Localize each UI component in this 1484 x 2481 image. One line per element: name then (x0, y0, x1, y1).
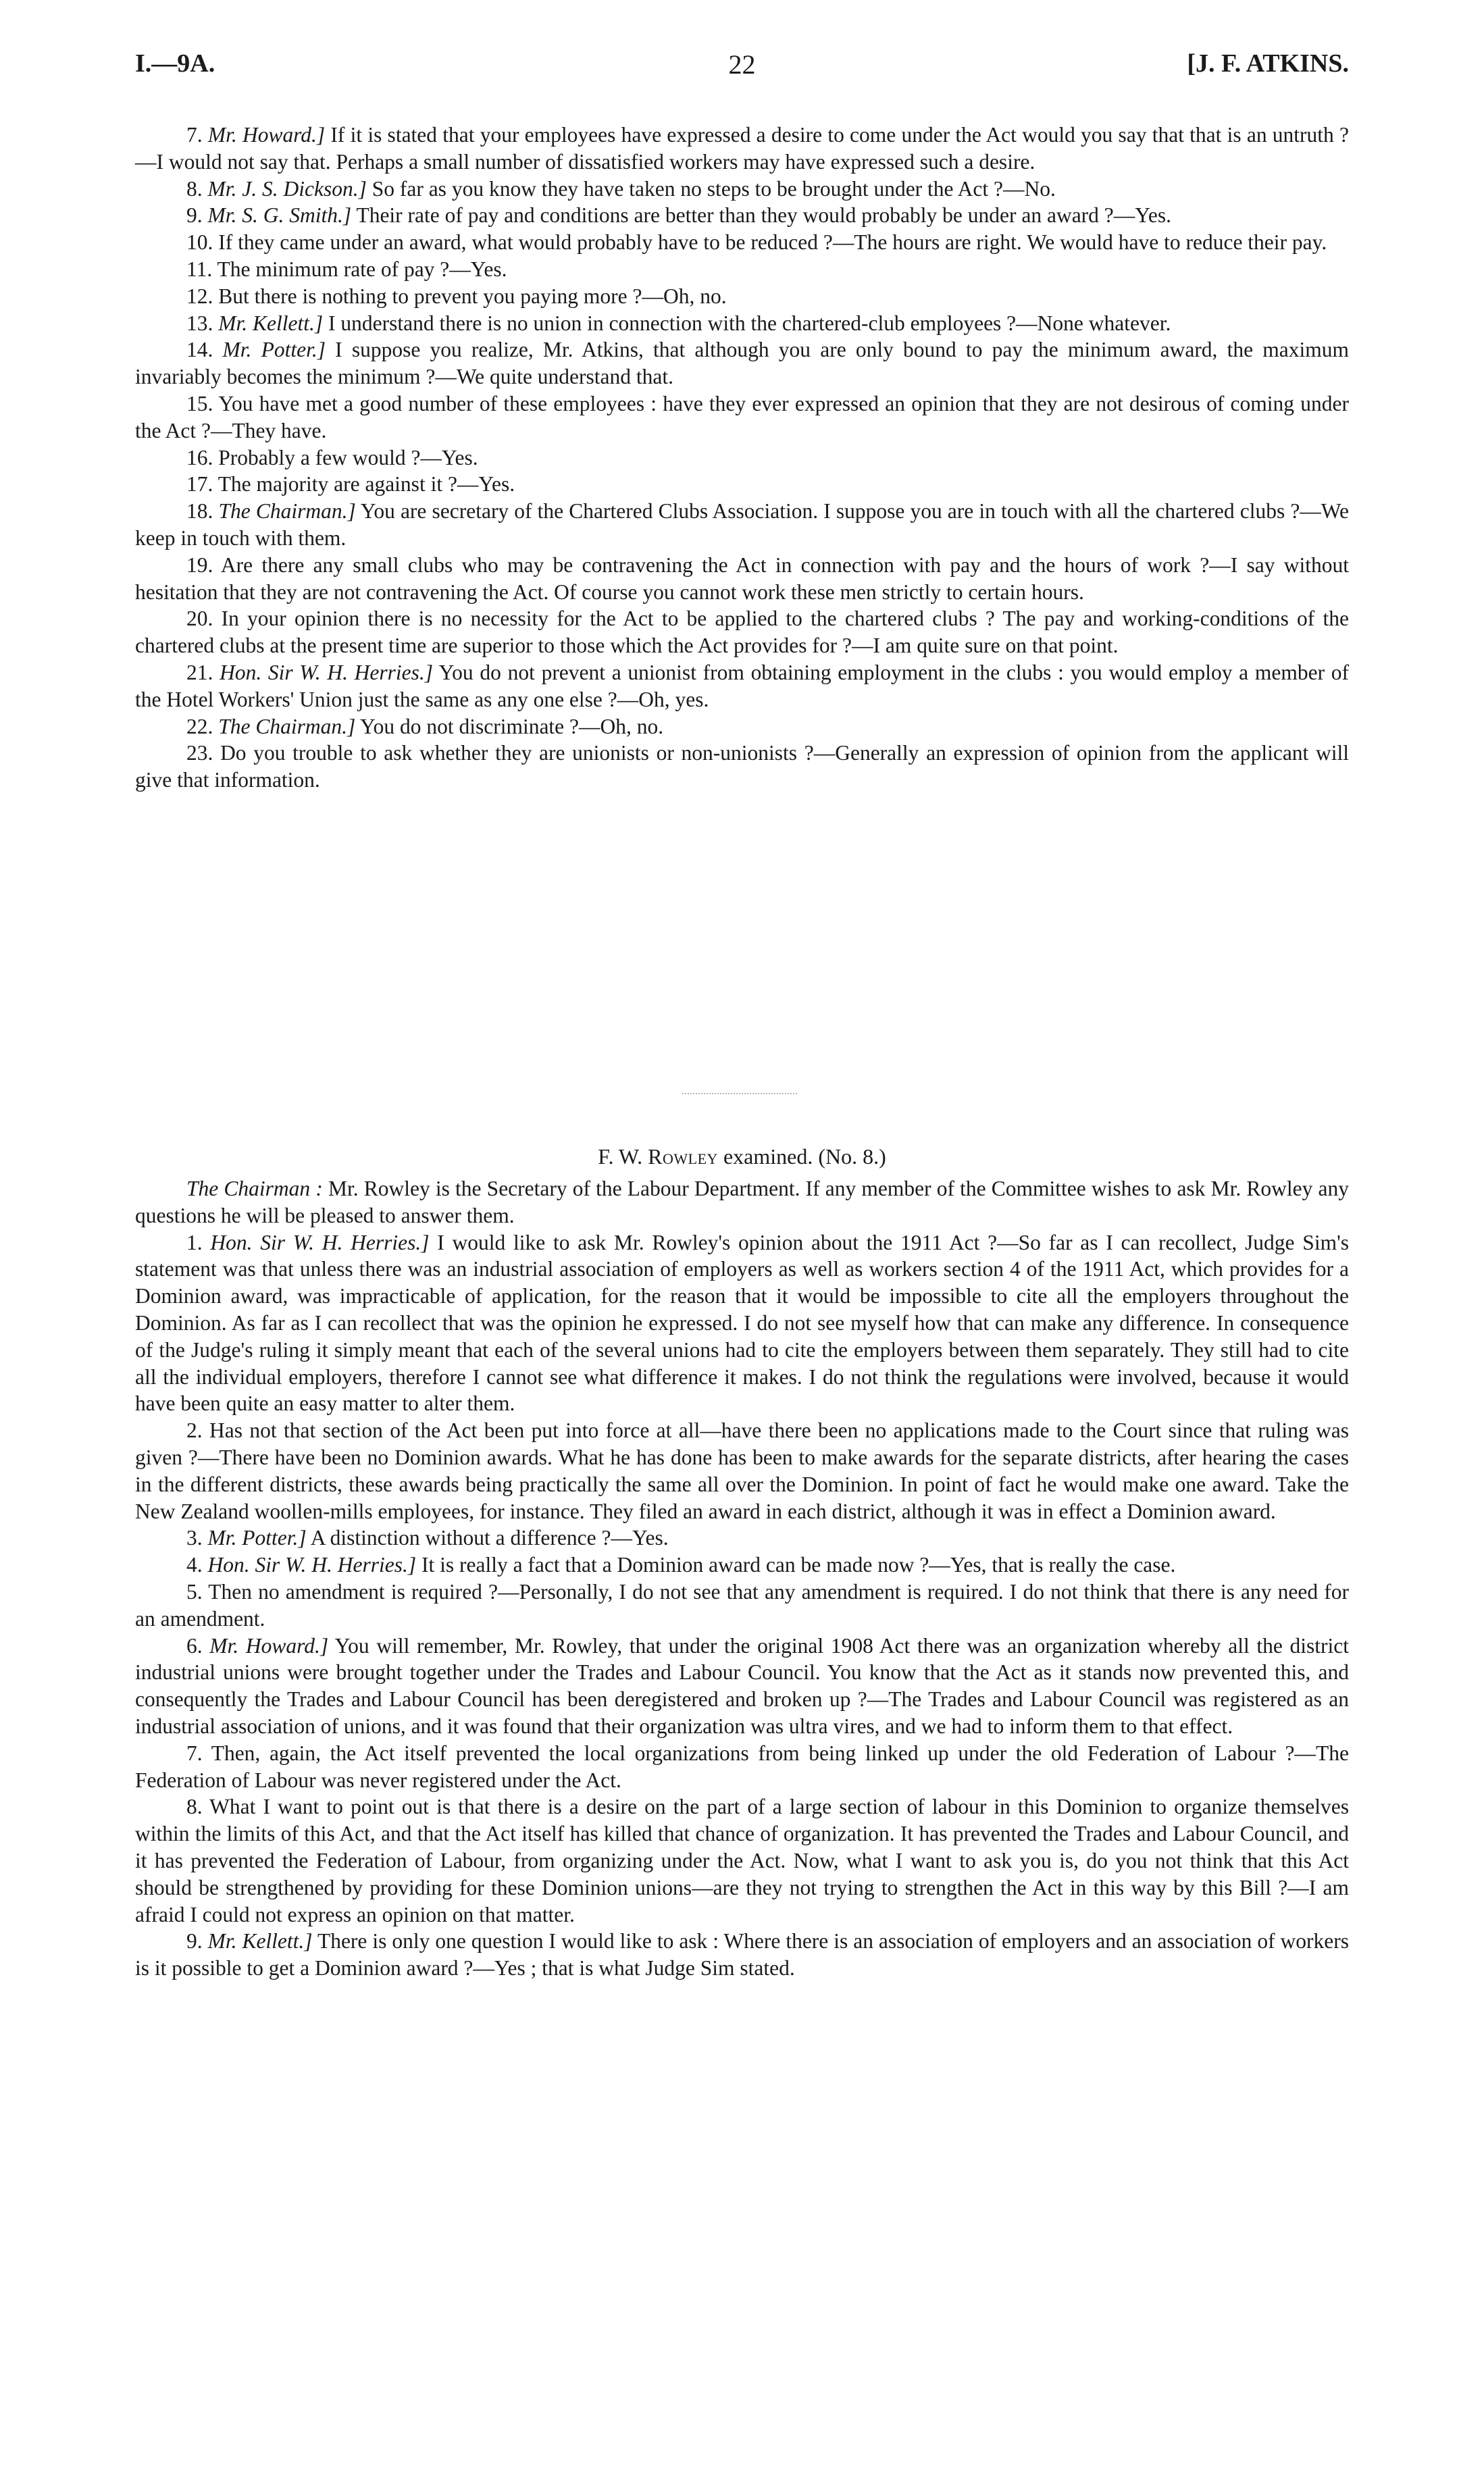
question-number: 5. (186, 1579, 203, 1604)
question-number: 18. (186, 499, 213, 523)
question-number: 7. (186, 123, 203, 147)
question-number: 9. (186, 1929, 203, 1953)
paragraph-text: What I want to point out is that there is a desire on the part of a large section of labour in this Dominion to organize themselves within the limits of this Act, and that the Act itself has killed that chance of organization. It has prevented the Trades and Labour Council, and it has prevented the Federation of Labour, from organizing under the Act. Now, what I want to ask you is, do you not think that this Act should be strengthened by providing for these Dominion unions—are they not trying to strengthen the Act in this way by this Bill ?—I am afraid I could not express an opinion on that matter. (135, 1795, 1349, 1926)
speaker: Hon. Sir W. H. Herries.] (220, 660, 434, 684)
paragraph-text: Do you trouble to ask whether they are unionists or non-unionists ?—Generally an expression of opinion from the applicant will give that information. (135, 741, 1349, 792)
question-number: 3. (186, 1526, 203, 1550)
paragraph-text: I would like to ask Mr. Rowley's opinion about the 1911 Act ?—So far as I can recollect, Judge Sim's statement was that unless there was an industrial association of employers as well as workers section 4 of the 1911 Act, which provides for a Dominion award, was impracticable of application, for the reason that it would be impossible to cite all the employers throughout the Dominion. As far as I can recollect that was the opinion he expressed. I do not see myself how that can make any difference. In consequence of the Judge's ruling it simply meant that each of the several unions had to cite the employers between them separately. They still had to cite all the individual employers, therefore I cannot see what difference it makes. I do not think the regulations were involved, because it would have been quite an easy matter to alter them. (135, 1230, 1350, 1416)
paragraph (135, 471, 1349, 498)
paragraph-text: A distinction without a difference ?—Yes. (306, 1526, 669, 1550)
question-number: 8. (186, 1795, 203, 1819)
paper-reference: I.—9A. (135, 49, 215, 78)
paragraph-text: I suppose you realize, Mr. Atkins, that although you are only bound to pay the minimum award, the maximum invariably becomes the minimum ?—We quite understand that. (135, 338, 1349, 389)
speaker: Hon. Sir W. H. Herries.] (207, 1553, 417, 1577)
paragraph (135, 310, 1349, 337)
paragraph (135, 740, 1349, 794)
paragraph-text: It is really a fact that a Dominion award can be made now ?—Yes, that is really the case. (416, 1553, 1176, 1577)
examination-label: examined. (No. 8.) (717, 1144, 886, 1169)
examination-heading (135, 1143, 1349, 1170)
speaker: Mr. Kellett.] (218, 311, 324, 335)
question-number: 10. (186, 230, 213, 255)
paragraph (135, 1175, 1349, 1229)
question-number: 4. (186, 1553, 203, 1577)
paragraph (135, 256, 1349, 283)
paragraph-text: There is only one question I would like to ask : Where there is an association of employers and an association of workers is it possible to get a Dominion award ?—Yes ; that is what Judge Sim stated. (135, 1929, 1349, 1980)
paragraph (135, 202, 1349, 229)
paragraph (135, 498, 1349, 552)
speaker: Mr. Kellett.] (207, 1929, 313, 1953)
paragraph-text: If they came under an award, what would probably have to be reduced ?—The hours are right. We would have to reduce their pay. (218, 230, 1327, 255)
section-divider (682, 1093, 797, 1094)
speaker: The Chairman.] (218, 499, 356, 523)
paragraph (135, 122, 1349, 176)
speaker: Mr. Potter.] (222, 338, 326, 362)
question-number: 14. (186, 338, 213, 362)
speaker: Mr. J. S. Dickson.] (207, 176, 367, 201)
question-number: 7. (186, 1741, 203, 1765)
paragraph (135, 1229, 1349, 1418)
paragraph-text: Their rate of pay and conditions are better than they would probably be under an award ?—Yes. (351, 203, 1171, 228)
rowley-testimony-section (135, 1175, 1349, 1982)
witness-name-header: [J. F. ATKINS. (1187, 49, 1349, 78)
paragraph (135, 176, 1349, 203)
paragraph (135, 713, 1349, 740)
speaker: Mr. Howard.] (207, 123, 326, 147)
speaker: Mr. Potter.] (207, 1526, 307, 1550)
paragraph-text: You are secretary of the Chartered Clubs Association. I suppose you are in touch with all the chartered clubs ?—We keep in touch with them. (135, 499, 1349, 550)
question-number: 23. (186, 741, 213, 765)
speaker: Hon. Sir W. H. Herries.] (210, 1230, 430, 1254)
paragraph-text: The majority are against it ?—Yes. (218, 472, 515, 496)
paragraph-text: Has not that section of the Act been put into force at all—have there been no applications made to the Court since that ruling was given ?—There have been no Dominion awards. What he has done has been to make awards for the separate districts, after hearing the cases in the different districts, these awards being practically the same all over the Dominion. In point of fact he would make one award. Take the New Zealand woollen-mills employees, for instance. They filed an award in each district, although it was in effect a Dominion award. (135, 1418, 1349, 1523)
paragraph-text: You do not discriminate ?—Oh, no. (355, 714, 664, 738)
question-number: 8. (186, 176, 203, 201)
question-number: 9. (186, 203, 203, 228)
paragraph (135, 1793, 1349, 1928)
paragraph (135, 1552, 1349, 1579)
paragraph (135, 229, 1349, 256)
paragraph (135, 1579, 1349, 1633)
paragraph (135, 659, 1349, 713)
paragraph-text: Are there any small clubs who may be contravening the Act in connection with pay and the hours of work ?—I say without hesitation that they are not contravening the Act. Of course you cannot work these men strictly to certain hours. (135, 553, 1349, 604)
paragraph (135, 552, 1349, 606)
question-number: 22. (186, 714, 213, 738)
paragraph-text: I understand there is no union in connection with the chartered-club employees ?—None whatever. (323, 311, 1171, 335)
paragraph (135, 1928, 1349, 1982)
question-number: 12. (186, 284, 213, 308)
paragraph (135, 1633, 1349, 1740)
paragraph (135, 336, 1349, 390)
paragraph-text: So far as you know they have taken no steps to be brought under the Act ?—No. (366, 176, 1056, 201)
paragraph (135, 1740, 1349, 1794)
question-number: 6. (186, 1633, 203, 1658)
speaker: Mr. S. G. Smith.] (207, 203, 352, 228)
paragraph (135, 283, 1349, 310)
question-number: 13. (186, 311, 213, 335)
atkins-testimony-section (135, 122, 1349, 794)
question-number: 15. (186, 391, 213, 415)
witness-initials: F. W. (598, 1144, 648, 1169)
question-number: 20. (186, 607, 213, 631)
page-number: 22 (728, 49, 756, 80)
speaker: The Chairman.] (218, 714, 356, 738)
paragraph (135, 1417, 1349, 1525)
question-number: 19. (186, 553, 213, 577)
paragraph (135, 605, 1349, 659)
witness-surname: Rowley (648, 1144, 718, 1169)
paragraph-text: But there is nothing to prevent you paying more ?—Oh, no. (218, 284, 727, 308)
paragraph-text: If it is stated that your employees have expressed a desire to come under the Act would you say that that is an untruth ?—I would not say that. Perhaps a small number of dissatisfied workers may have expressed such a desire. (135, 123, 1349, 174)
speaker: Mr. Howard.] (209, 1633, 329, 1658)
question-number: 1. (186, 1230, 203, 1254)
question-number: 11. (186, 257, 213, 281)
paragraph (135, 444, 1349, 471)
paragraph-text: Then, again, the Act itself prevented the local organizations from being linked up under the old Federation of Labour ?—The Federation of Labour was never registered under the Act. (135, 1741, 1349, 1792)
paragraph-text: In your opinion there is no necessity for the Act to be applied to the chartered clubs ? The pay and working-conditions of the chartered clubs at the present time are superior to those which the Act provides for ?—I am quite sure on that point. (135, 607, 1349, 658)
paragraph-text: The minimum rate of pay ?—Yes. (217, 257, 507, 281)
paragraph (135, 1525, 1349, 1552)
paragraph-text: Probably a few would ?—Yes. (218, 445, 478, 469)
question-number: 21. (186, 660, 213, 684)
paragraph-text: You do not prevent a unionist from obtaining employment in the clubs : you would employ a member of the Hotel Workers' Union just the same as any one else ?—Oh, yes. (135, 660, 1350, 711)
question-number: 16. (186, 445, 213, 469)
paragraph-text: You will remember, Mr. Rowley, that under the original 1908 Act there was an organization whereby all the district industrial unions were brought together under the Trades and Labour Council. You know that the Act as it stands now prevented this, and consequently the Trades and Labour Council has been deregistered and broken up ?—The Trades and Labour Council was registered as an industrial association of unions, and it was found that their organization was ultra vires, and we had to inform them to that effect. (135, 1633, 1349, 1738)
paragraph-text: Then no amendment is required ?—Personally, I do not see that any amendment is required. I do not think that there is any need for an amendment. (135, 1579, 1349, 1631)
paragraph (135, 390, 1349, 444)
page-header (135, 49, 1349, 89)
paragraph-text: Mr. Rowley is the Secretary of the Labour Department. If any member of the Committee wishes to ask Mr. Rowley any questions he will be pleased to answer them. (135, 1177, 1349, 1227)
paragraph-text: You have met a good number of these employees : have they ever expressed an opinion that they are not desirous of coming under the Act ?—They have. (135, 391, 1349, 442)
question-number: 2. (186, 1418, 203, 1443)
question-number: 17. (186, 472, 213, 496)
speaker: The Chairman : (186, 1177, 323, 1200)
